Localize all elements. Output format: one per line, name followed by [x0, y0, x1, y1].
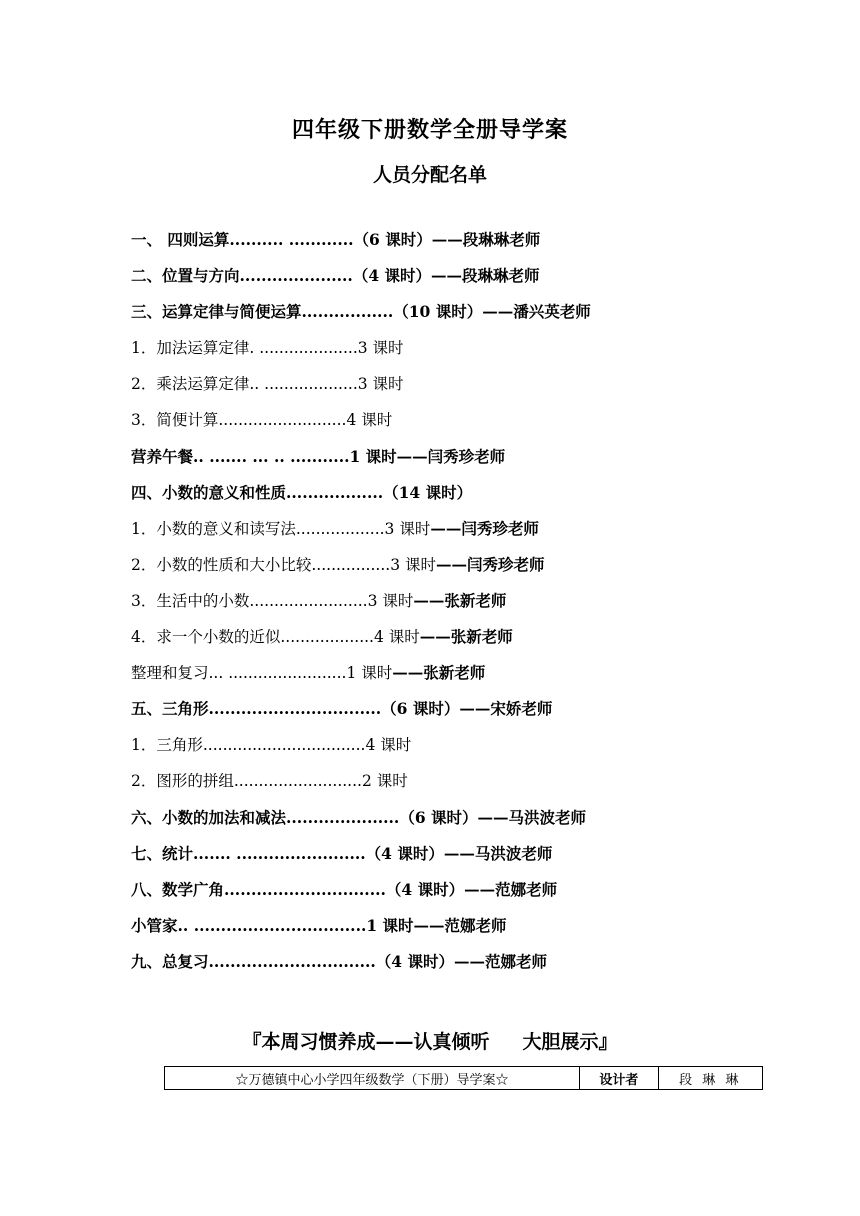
list-item-text: 八、数学广角..............................（4 课时）——范娜老师	[131, 879, 558, 899]
list-item	[131, 515, 831, 551]
list-item-text: 2．乘法运算定律.. ...................3 课时	[131, 375, 404, 394]
list-item	[131, 659, 831, 695]
list-item-text: 一、 四则运算.......... ............（6 课时）——段琳琳老师	[131, 230, 541, 249]
list-item-teacher: ——张新老师	[392, 663, 486, 683]
list-item	[131, 840, 831, 876]
list-item-text: 1．三角形.................................4 课时	[131, 736, 412, 755]
list-item	[131, 298, 831, 334]
list-item-text: 五、三角形................................（6 课时）——宋娇老师	[131, 699, 553, 719]
list-item-teacher: ——张新老师	[419, 627, 513, 647]
list-item	[131, 334, 831, 370]
document-title: 四年级下册数学全册导学案	[291, 117, 568, 143]
list-item-teacher: ——闫秀珍老师	[435, 554, 545, 574]
list-item	[131, 443, 831, 479]
list-item	[131, 226, 831, 262]
list-item	[131, 767, 831, 803]
assignment-list	[131, 226, 831, 984]
list-item-text: 九、总复习...............................（4 课时）——范娜老师	[131, 951, 547, 971]
list-item-text: 四、小数的意义和性质..................（14 课时）	[131, 482, 473, 502]
list-item-text: 3．简便计算..........................4 课时	[131, 411, 393, 430]
list-item-text: 六、小数的加法和减法.....................（6 课时）——马洪波老师	[131, 807, 587, 827]
list-item-text: 3．生活中的小数........................3 课时	[131, 591, 414, 610]
footer-table	[164, 1066, 763, 1090]
list-item-text: 2．图形的拼组..........................2 课时	[131, 772, 408, 791]
list-item	[131, 948, 831, 984]
list-item	[131, 479, 831, 515]
list-item-text: 七、统计....... ........................（4 课时）——马洪波老师	[131, 843, 553, 863]
list-item	[131, 623, 831, 659]
weekly-habit-motto: 『本周习惯养成——认真倾听 大胆展示』	[242, 1031, 618, 1053]
list-item	[131, 876, 831, 912]
list-item	[131, 695, 831, 731]
list-item	[131, 551, 831, 587]
list-item	[131, 370, 831, 406]
list-item-text: 营养午餐.. ....... ... .. ...........1 课时——闫秀珍老师	[131, 446, 506, 466]
list-item	[131, 587, 831, 623]
list-item-text: 二、位置与方向.....................（4 课时）——段琳琳老师	[131, 266, 540, 286]
footer-school-cell: ☆万德镇中心小学四年级数学（下册）导学案☆	[165, 1067, 580, 1090]
list-item-teacher: ——闫秀珍老师	[430, 518, 539, 538]
list-item	[131, 406, 831, 442]
footer-designer-name: 段 琳 琳	[658, 1067, 762, 1090]
list-item-text: 4．求一个小数的近似...................4 课时	[131, 628, 420, 647]
list-item-text: 三、运算定律与简便运算.................（10 课时）——潘兴英老师	[131, 302, 591, 322]
list-item-text: 小管家.. ................................1 课时——范娜老师	[131, 915, 507, 935]
list-item	[131, 731, 831, 767]
list-item-text: 1．加法运算定律. ....................3 课时	[131, 339, 404, 358]
list-item	[131, 262, 831, 298]
list-item-text: 整理和复习... ........................1 课时	[131, 664, 393, 683]
list-item-text: 1．小数的意义和读写法..................3 课时	[131, 519, 431, 538]
document-subtitle: 人员分配名单	[372, 164, 487, 186]
list-item-teacher: ——张新老师	[413, 590, 507, 610]
footer-designer-label: 设计者	[580, 1067, 659, 1090]
list-item	[131, 804, 831, 840]
list-item	[131, 912, 831, 948]
list-item-text: 2．小数的性质和大小比较................3 课时	[131, 555, 436, 574]
